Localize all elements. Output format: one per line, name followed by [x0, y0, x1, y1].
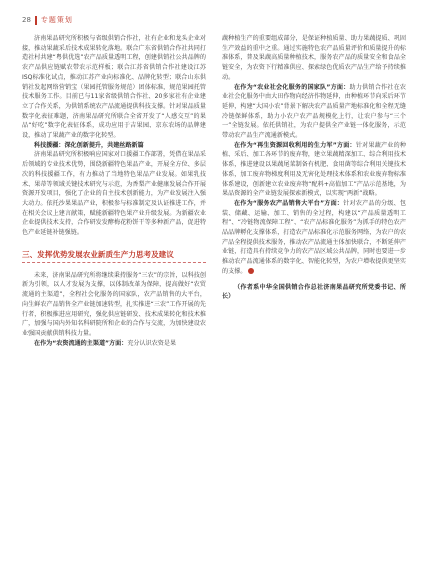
end-mark-icon	[248, 268, 254, 274]
paragraph: 济南果品研究所积极与省级供销合作社，社有企业和龙头企业对接，推动果蔬采后技术成果转化落地。联合广东省供销合作社共同打造社村共建“粤供优选”农产品质量透明工程，创建供销社公共品牌的农产品供应链赋农带农示范样板；联合江苏省供销合作社建设江苏ISQ标准化试点，推动江苏产业向标准化、品牌化转型；联合山东供销社发起网络营销宝（果园托管服务规范）团体标准，规范果园托管技术服务工作。目前已与11家省级供销合作社、20多家社有企业建立了合作关系，为供销系统农产品流通提供科技支撑。针对果品质量数字化表征难题，济南果品研究所联合全省开发了“人感交互”的果品“好吃”数字化表征体系，成功应用于吉果园、京东农场的品牌建设，推动了果蔬产业的数字化转型。	[22, 35, 206, 140]
left-column	[22, 34, 206, 348]
paragraph-lead: 在作为“再生资源回收利用的生力军”方面：	[234, 141, 356, 149]
paragraph-body: 助力供销合作社在农业社会化服务中由大田作物向经济作物延伸，由种植环节向采后环节延伸，构建“大国小农”背景下解决农产品质量产地标准化和全程无缝冷链保鲜体系，助力小农户农产品规模化上行，让农户参与“三个一”全链发展。依托供销社，为农户提供全产业链一体化服务，示范带动农产品生产流通新模式。	[222, 83, 407, 140]
header-accent-bar	[35, 16, 37, 25]
right-column	[222, 34, 406, 302]
paragraph-body: 针对果蔬产业的种植、采后、加工各环节的废弃物，建立果蔬精深加工、综合利用技术体系，推进建设以果蔬尾菜制备有机肥、食用菌等综合利用关键技术体系，加工废弃物梯度利用及无害化处理技术体系和农业废弃物标准体系建设，创新建立农业废弃物“配料+高值加工”产品示范基地，为果品资源的全产业链发展探索新模式，以实现“两新”战略。	[222, 141, 407, 198]
author-note: （作者系中华全国供销合作总社济南果品研究所党委书记、所长）	[222, 283, 406, 301]
page-number: 28	[22, 16, 31, 24]
paragraph	[22, 339, 206, 349]
paragraph-lead: 在作为“服务农产品销售大平台”方面：	[234, 199, 344, 207]
paragraph: 未来，济南果品研究所将继续秉持服务“三农”的宗旨，以科技创新为引领，以人才发展为支撑，以体制改革为保障，提高做好“农贸流通的主渠道”，全程社会化服务的国家队，农产品销售的大平台，向生鲜农产品销售全产业链加速转型，扎实推进“三农”工作开展的先行者，积极推进应用研究，强化供应链研发、技术成果转化和技术推广，加强与国内外知名科研院所和企业的合作与交流，为加快建设农业强国贡献供销科技力量。	[22, 271, 206, 337]
paragraph: 蔬种植生产的重要组成部分，是保证种植质量、助力果蔬提质、巩固生产效益的重中之重。通过实施特色农产品质量评价和质量提升的标准体系，普及果蔬高质量种植技术，服务农产品的质量安全和食品全链安全，为农资下行精准供应、探索绿色优质农产品生产给予持续推动。	[222, 35, 406, 81]
section-title: 三、发挥优势发展农业新质生产力思考及建议	[22, 249, 174, 259]
paragraph	[222, 141, 406, 199]
paragraph-body: 针对农产品的分级、包装、储藏、运输、加工、销售的全过程，构建以“产品质量透明工程”、“冷链物流保障工程”、“农产品标准化服务”为抓手的特色农产品品牌孵化支撑体系，打造农产品标准化示范服务网络，为农户的农产品全程提供技术服务，推动农产品流通主体加快联合，不断延伸产业链，打造具有持续竞争力的农产品区域公共品牌，同时也要进一步推动农产品流通体系的数字化、智能化转型，为农户增收提供更坚实的支撑。	[222, 199, 407, 275]
page-header	[22, 14, 73, 26]
paragraph	[222, 83, 406, 141]
section-heading	[22, 248, 206, 263]
subheading: 科技援疆：深化创新提升，共建丝路新篇	[34, 141, 144, 149]
paragraph-body: 充分认识农资是果	[127, 339, 177, 347]
paragraph-lead: 在作为“农业社会化服务的国家队”方面：	[234, 83, 350, 91]
section-label: 专题策划	[40, 16, 73, 24]
paragraph-lead: 在作为“农资流通的主渠道”方面：	[34, 339, 128, 347]
paragraph	[222, 199, 406, 277]
paragraph: 济南果品研究所积极响应国家对口援疆工作部署，凭借在果品采后领域的专业技术优势，围绕新疆特色果品产业，开展全方位、多层次的科技援疆工作，有力推动了当地特色果品产业发展。如果乳技术、果蒂等领域关键技术研究与示范，为香梨产业健康发展合作开展资源开发项目，强化了企业的自主技术创新能力，为产业发展注入强大动力。依托沙果果品产业，积极参与标准制定及认证推进工作，并在相关会议上建言献策，赋能新疆特色果产业升级发展。为新疆农业企业提供技术支持，合作研发发酵梅花粉饼干等多种新产品，促进特色产业延链补链强链。	[22, 151, 206, 237]
